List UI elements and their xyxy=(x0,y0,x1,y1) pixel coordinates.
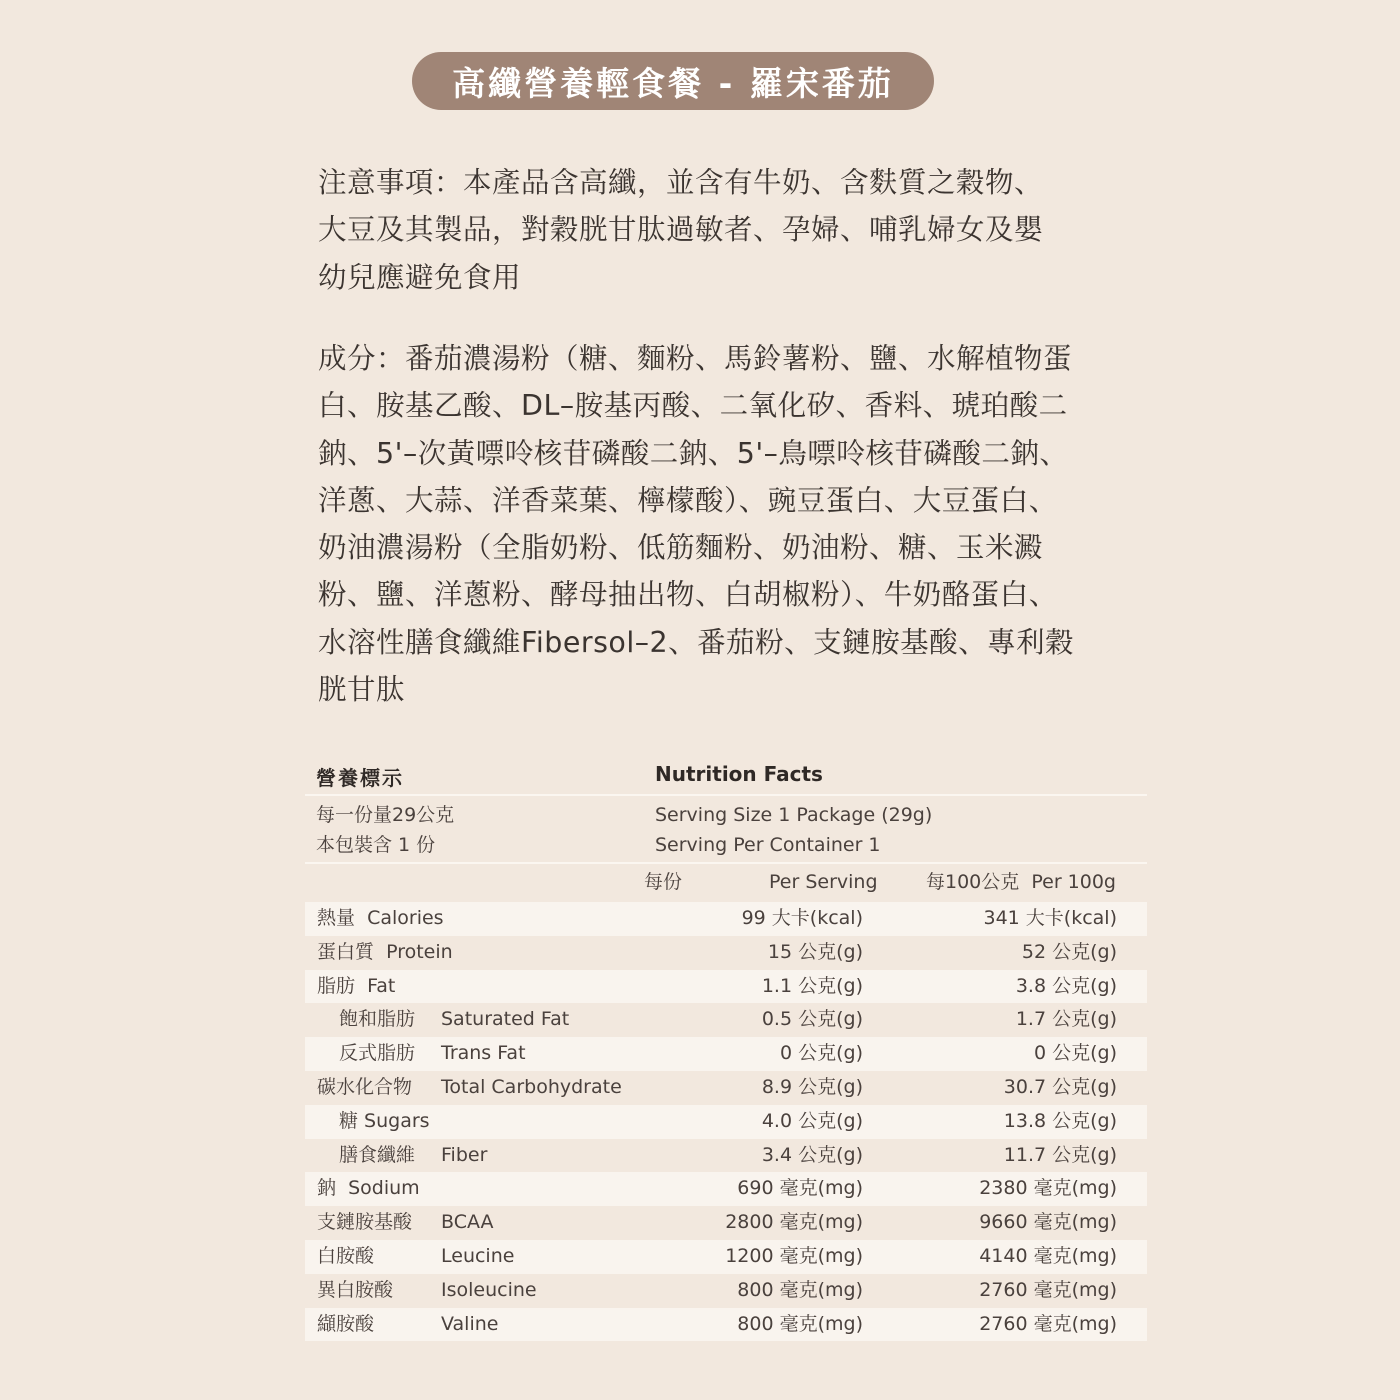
per-serving-value: 4.0 公克(g) xyxy=(761,1109,863,1132)
nutrient-name: 飽和脂肪 xyxy=(339,1008,416,1031)
nutrient-name-en: Isoleucine xyxy=(441,1278,537,1301)
warning-line: 注意事項：本產品含高纖，並含有牛奶、含麩質之穀物、 xyxy=(318,166,1044,199)
per-100g-value: 52 公克(g) xyxy=(1021,940,1117,963)
ingredients-line: 奶油濃湯粉（全脂奶粉、低筋麵粉、奶油粉、糖、玉米澱 xyxy=(318,531,1044,565)
nutrient-name-en: Saturated Fat xyxy=(441,1008,570,1031)
ingredients-line: 水溶性膳食纖維Fibersol–2、番茄粉、支鏈胺基酸、專利穀 xyxy=(318,625,1075,659)
nutrient-name: 熱量 Calories xyxy=(317,907,444,929)
per-100g-value: 9660 毫克(mg) xyxy=(979,1211,1117,1234)
table-row xyxy=(305,902,1147,936)
table-row xyxy=(305,936,1147,970)
serving-size-zh: 每一份量29公克 xyxy=(316,804,455,826)
nutrition-table xyxy=(305,902,1147,1341)
table-row xyxy=(305,1105,1147,1139)
per-serving-value: 800 毫克(mg) xyxy=(737,1278,863,1301)
nutrient-name-en: Trans Fat xyxy=(441,1042,526,1065)
servings-per-container-en: Serving Per Container 1 xyxy=(655,834,881,856)
nutrient-name: 糖 Sugars xyxy=(339,1109,430,1132)
per-serving-value: 1.1 公克(g) xyxy=(761,974,863,997)
nutrient-name: 鈉 Sodium xyxy=(317,1177,420,1200)
nutrient-name: 碳水化合物 xyxy=(317,1075,413,1098)
ingredients-line: 白、胺基乙酸、DL–胺基丙酸、二氧化矽、香料、琥珀酸二 xyxy=(318,389,1068,423)
nutrient-name: 反式脂肪 xyxy=(339,1042,416,1065)
table-row xyxy=(305,1274,1147,1308)
per-100g-value: 30.7 公克(g) xyxy=(1003,1075,1117,1098)
nutrient-name: 支鏈胺基酸 xyxy=(317,1211,413,1234)
nutrition-heading-zh: 營養標示 xyxy=(316,766,404,790)
nutrient-name-en: Total Carbohydrate xyxy=(441,1075,622,1098)
table-row xyxy=(305,1240,1147,1274)
ingredients-line: 胱甘肽 xyxy=(318,673,406,707)
nutrient-name: 纈胺酸 xyxy=(317,1312,375,1335)
table-row xyxy=(305,1071,1147,1105)
per-100g-value: 4140 毫克(mg) xyxy=(979,1244,1117,1267)
nutrient-name-en: Fiber xyxy=(441,1143,488,1166)
per-serving-value: 1200 毫克(mg) xyxy=(725,1244,863,1267)
serving-size-en: Serving Size 1 Package (29g) xyxy=(655,804,933,826)
nutrient-name: 脂肪 Fat xyxy=(317,974,396,997)
table-row xyxy=(305,1172,1147,1206)
per-serving-value: 0.5 公克(g) xyxy=(761,1008,863,1031)
per-serving-value: 0 公克(g) xyxy=(779,1042,863,1065)
divider xyxy=(305,794,1147,796)
column-header-per-serving-en: Per Serving xyxy=(769,871,878,893)
divider xyxy=(305,862,1147,864)
table-row xyxy=(305,1037,1147,1071)
warning-line: 幼兒應避免食用 xyxy=(318,260,522,294)
servings-per-container-zh: 本包裝含 1 份 xyxy=(316,834,436,856)
per-serving-value: 690 毫克(mg) xyxy=(737,1177,863,1200)
table-row xyxy=(305,970,1147,1004)
nutrient-name: 異白胺酸 xyxy=(317,1278,394,1301)
per-100g-value: 0 公克(g) xyxy=(1033,1042,1117,1065)
nutrient-name-en: Valine xyxy=(441,1312,499,1335)
table-row xyxy=(305,1139,1147,1173)
per-100g-value: 11.7 公克(g) xyxy=(1003,1143,1117,1166)
ingredients-list xyxy=(318,335,1088,713)
nutrition-heading-en: Nutrition Facts xyxy=(655,762,823,786)
nutrient-name: 白胺酸 xyxy=(317,1244,375,1267)
per-serving-value: 800 毫克(mg) xyxy=(737,1312,863,1335)
nutrient-name: 膳食纖維 xyxy=(339,1143,416,1166)
column-header-per-100g: 每100公克 Per 100g xyxy=(926,871,1116,893)
column-header-per-serving-zh: 每份 xyxy=(644,871,683,893)
per-100g-value: 2760 毫克(mg) xyxy=(979,1278,1117,1301)
per-100g-value: 341 大卡(kcal) xyxy=(983,907,1117,929)
ingredients-line: 洋蔥、大蒜、洋香菜葉、檸檬酸）、豌豆蛋白、大豆蛋白、 xyxy=(318,483,1058,517)
per-100g-value: 2380 毫克(mg) xyxy=(979,1177,1117,1200)
nutrient-name: 蛋白質 Protein xyxy=(317,940,453,963)
ingredients-line: 成分：番茄濃湯粉（糖、麵粉、馬鈴薯粉、鹽、水解植物蛋 xyxy=(318,342,1073,375)
per-serving-value: 3.4 公克(g) xyxy=(761,1143,863,1166)
per-100g-value: 2760 毫克(mg) xyxy=(979,1312,1117,1335)
per-serving-value: 2800 毫克(mg) xyxy=(725,1211,863,1234)
per-100g-value: 13.8 公克(g) xyxy=(1003,1109,1117,1132)
per-100g-value: 1.7 公克(g) xyxy=(1015,1008,1117,1031)
per-serving-value: 8.9 公克(g) xyxy=(761,1075,863,1098)
warning-notice xyxy=(318,159,1088,301)
table-row xyxy=(305,1308,1147,1342)
ingredients-line: 粉、鹽、洋蔥粉、酵母抽出物、白胡椒粉）、牛奶酪蛋白、 xyxy=(318,578,1058,612)
per-100g-value: 3.8 公克(g) xyxy=(1015,974,1117,997)
per-serving-value: 15 公克(g) xyxy=(767,940,863,963)
table-row xyxy=(305,1003,1147,1037)
warning-line: 大豆及其製品，對穀胱甘肽過敏者、孕婦、哺乳婦女及嬰 xyxy=(318,213,1044,247)
table-row xyxy=(305,1206,1147,1240)
nutrient-name-en: Leucine xyxy=(441,1244,515,1267)
ingredients-line: 鈉、5'–次黃嘌呤核苷磷酸二鈉、5'–鳥嘌呤核苷磷酸二鈉、 xyxy=(318,436,1069,470)
per-serving-value: 99 大卡(kcal) xyxy=(741,907,863,929)
product-title: 高纖營養輕食餐 - 羅宋番茄 xyxy=(412,52,934,110)
nutrient-name-en: BCAA xyxy=(441,1211,494,1234)
